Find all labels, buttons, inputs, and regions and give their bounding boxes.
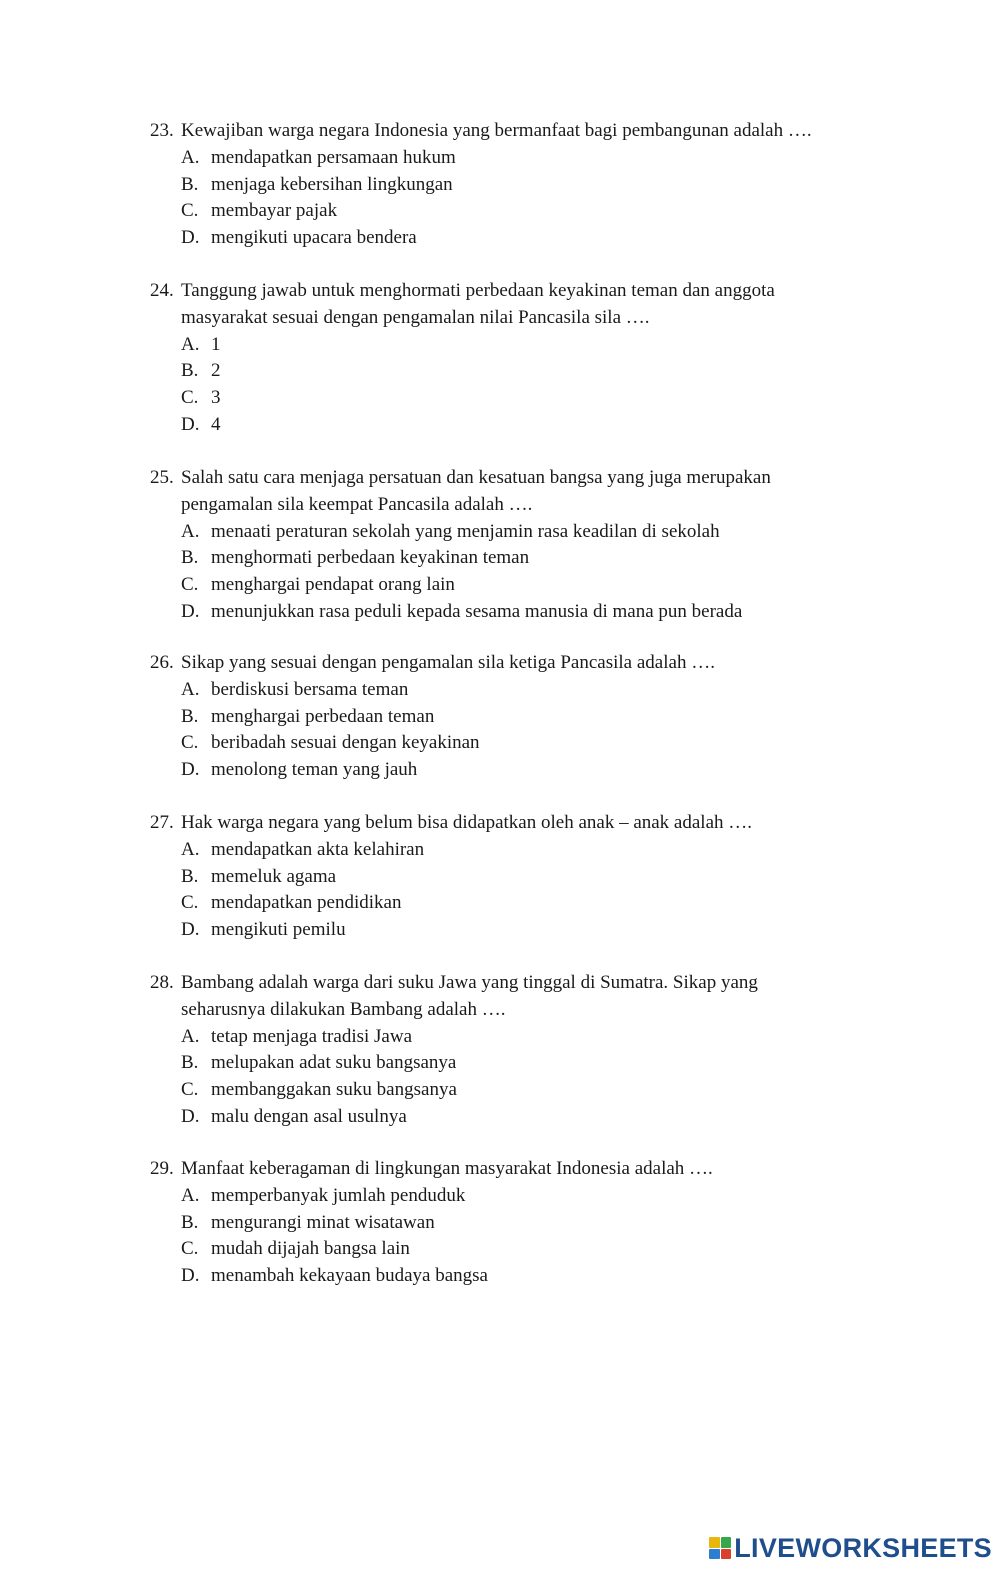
question-number: 24.: [150, 280, 174, 301]
option-text: 1: [211, 333, 221, 355]
answer-option-a[interactable]: [150, 145, 870, 172]
option-letter: C.: [181, 387, 199, 409]
liveworksheets-brand[interactable]: [709, 1534, 992, 1562]
answer-option-a[interactable]: [150, 677, 870, 704]
option-letter: D.: [181, 1265, 200, 1287]
option-letter: B.: [181, 173, 199, 195]
question-number: 25.: [150, 467, 174, 488]
option-letter: B.: [181, 865, 199, 887]
option-text: membayar pajak: [211, 200, 338, 222]
answer-option-c[interactable]: [150, 572, 870, 599]
question-text: Tanggung jawab untuk menghormati perbedaan keyakinan teman dan anggota: [181, 280, 775, 301]
option-letter: A.: [181, 838, 200, 860]
option-text: menunjukkan rasa peduli kepada sesama manusia di mana pun berada: [211, 600, 743, 622]
option-letter: D.: [181, 919, 200, 941]
option-letter: A.: [181, 678, 200, 700]
answer-option-c[interactable]: [150, 1236, 870, 1263]
question-number: 28.: [150, 972, 174, 993]
question-text-continued: masyarakat sesuai dengan pengamalan nilai Pancasila sila ….: [181, 306, 650, 328]
question-25: [150, 465, 870, 626]
question-text: Sikap yang sesuai dengan pengamalan sila ketiga Pancasila adalah ….: [181, 652, 715, 673]
option-text: mudah dijajah bangsa lain: [211, 1238, 410, 1260]
option-letter: B.: [181, 360, 199, 382]
question-stem: [150, 810, 870, 837]
option-letter: C.: [181, 1238, 199, 1260]
option-text: tetap menjaga tradisi Jawa: [211, 1025, 413, 1047]
option-letter: A.: [181, 1184, 200, 1206]
question-text-continued: seharusnya dilakukan Bambang adalah ….: [181, 998, 506, 1020]
option-letter: D.: [181, 759, 200, 781]
option-text: mendapatkan akta kelahiran: [211, 838, 425, 860]
option-text: berdiskusi bersama teman: [211, 678, 409, 700]
option-text: melupakan adat suku bangsanya: [211, 1052, 457, 1074]
option-text: menghargai perbedaan teman: [211, 705, 435, 727]
option-text: 2: [211, 360, 221, 382]
option-letter: A.: [181, 333, 200, 355]
option-text: mengikuti upacara bendera: [211, 227, 417, 249]
option-letter: B.: [181, 705, 199, 727]
option-text: menambah kekayaan budaya bangsa: [211, 1265, 488, 1287]
answer-option-d[interactable]: [150, 917, 870, 944]
question-text-continued: pengamalan sila keempat Pancasila adalah ….: [181, 493, 533, 515]
answer-option-a[interactable]: [150, 837, 870, 864]
answer-option-b[interactable]: [150, 864, 870, 891]
answer-option-a[interactable]: [150, 332, 870, 359]
option-letter: D.: [181, 1105, 200, 1127]
option-text: 4: [211, 413, 221, 435]
option-text: mengurangi minat wisatawan: [211, 1211, 435, 1233]
option-letter: D.: [181, 413, 200, 435]
answer-option-a[interactable]: [150, 519, 870, 546]
answer-option-d[interactable]: [150, 225, 870, 252]
answer-option-a[interactable]: [150, 1024, 870, 1051]
question-28: [150, 970, 870, 1131]
liveworksheets-logo-icon: [709, 1537, 731, 1559]
answer-option-d[interactable]: [150, 1263, 870, 1290]
answer-option-b[interactable]: [150, 358, 870, 385]
answer-option-d[interactable]: [150, 1104, 870, 1131]
option-text: menolong teman yang jauh: [211, 759, 418, 781]
logo-tile: [709, 1537, 720, 1548]
option-letter: B.: [181, 1211, 199, 1233]
option-letter: C.: [181, 892, 199, 914]
option-text: beribadah sesuai dengan keyakinan: [211, 732, 480, 754]
answer-option-b[interactable]: [150, 1210, 870, 1237]
question-stem: [150, 278, 870, 305]
logo-tile: [721, 1537, 732, 1548]
logo-tile: [721, 1549, 732, 1560]
question-stem: [150, 118, 870, 145]
answer-option-c[interactable]: [150, 730, 870, 757]
question-stem: [150, 465, 870, 492]
answer-option-c[interactable]: [150, 1077, 870, 1104]
option-letter: C.: [181, 574, 199, 596]
question-26: [150, 650, 870, 784]
answer-option-d[interactable]: [150, 757, 870, 784]
option-text: menaati peraturan sekolah yang menjamin rasa keadilan di sekolah: [211, 520, 720, 542]
option-text: mendapatkan persamaan hukum: [211, 146, 456, 168]
question-number: 26.: [150, 652, 174, 673]
question-text: Kewajiban warga negara Indonesia yang bermanfaat bagi pembangunan adalah ….: [181, 120, 812, 141]
question-24: [150, 278, 870, 439]
answer-option-b[interactable]: [150, 704, 870, 731]
question-text: Hak warga negara yang belum bisa didapatkan oleh anak – anak adalah ….: [181, 812, 753, 833]
question-number: 23.: [150, 120, 174, 141]
logo-tile: [709, 1549, 720, 1560]
option-text: membanggakan suku bangsanya: [211, 1079, 457, 1101]
answer-option-c[interactable]: [150, 198, 870, 225]
option-text: menghargai pendapat orang lain: [211, 574, 455, 596]
option-text: malu dengan asal usulnya: [211, 1105, 407, 1127]
option-letter: D.: [181, 227, 200, 249]
option-text: menjaga kebersihan lingkungan: [211, 173, 453, 195]
option-letter: C.: [181, 1079, 199, 1101]
option-letter: B.: [181, 1052, 199, 1074]
answer-option-a[interactable]: [150, 1183, 870, 1210]
question-number: 29.: [150, 1158, 174, 1179]
option-letter: C.: [181, 200, 199, 222]
option-letter: C.: [181, 732, 199, 754]
answer-option-b[interactable]: [150, 1050, 870, 1077]
question-text: Manfaat keberagaman di lingkungan masyarakat Indonesia adalah ….: [181, 1158, 713, 1179]
answer-option-b[interactable]: [150, 172, 870, 199]
answer-option-d[interactable]: [150, 599, 870, 626]
question-29: [150, 1156, 870, 1290]
answer-option-b[interactable]: [150, 545, 870, 572]
option-letter: B.: [181, 547, 199, 569]
answer-option-c[interactable]: [150, 385, 870, 412]
option-text: mengikuti pemilu: [211, 919, 346, 941]
option-text: menghormati perbedaan keyakinan teman: [211, 547, 530, 569]
option-letter: A.: [181, 520, 200, 542]
question-number: 27.: [150, 812, 174, 833]
question-text: Salah satu cara menjaga persatuan dan kesatuan bangsa yang juga merupakan: [181, 467, 771, 488]
question-stem: [150, 650, 870, 677]
option-text: mendapatkan pendidikan: [211, 892, 402, 914]
option-letter: A.: [181, 146, 200, 168]
question-text: Bambang adalah warga dari suku Jawa yang tinggal di Sumatra. Sikap yang: [181, 972, 758, 993]
question-stem: [150, 970, 870, 997]
brand-wordmark: LIVEWORKSHEETS: [734, 1533, 992, 1563]
answer-option-c[interactable]: [150, 890, 870, 917]
question-23: [150, 118, 870, 252]
option-text: 3: [211, 387, 221, 409]
question-27: [150, 810, 870, 944]
question-stem: [150, 1156, 870, 1183]
answer-option-d[interactable]: [150, 412, 870, 439]
option-letter: A.: [181, 1025, 200, 1047]
option-letter: D.: [181, 600, 200, 622]
option-text: memeluk agama: [211, 865, 337, 887]
option-text: memperbanyak jumlah penduduk: [211, 1184, 466, 1206]
